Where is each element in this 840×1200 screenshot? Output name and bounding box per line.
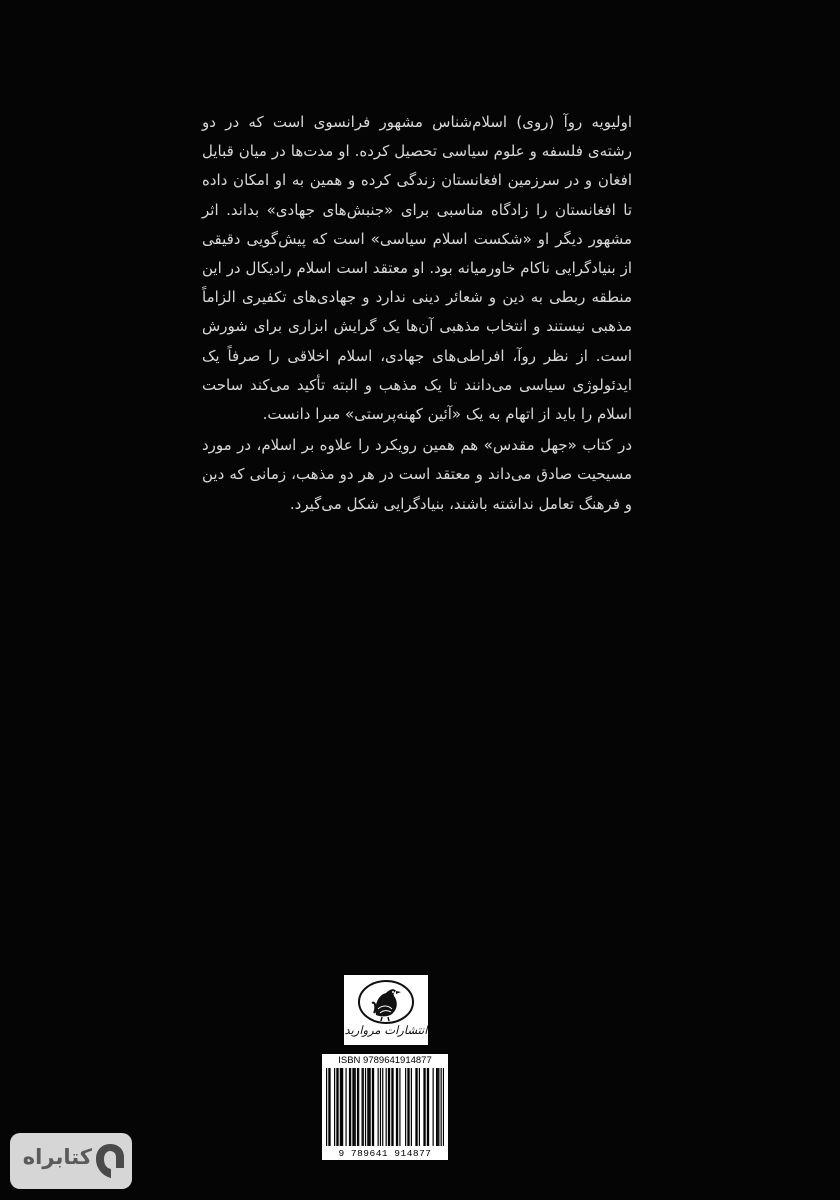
blurb-paragraph-1: اولیویه روآ (روی) اسلام‌شناس مشهور فرانسوی است که در دو رشته‌ی فلسفه و علوم سیاسی تحصیل کرده. او مدت‌ها در میان قبایل افغان و در سرزمین افغانستان زندگی کرده و همین به او امکان داده تا افغانستان را زادگاه مناسبی برای «جنبش‌های جهادی» بداند. اثر مشهور دیگر او «شکست اسلام سیاسی» است که پیش‌گویی دقیقی از بنیادگرایی ناکام خاورمیانه بود. او معتقد است اسلام رادیکال در این منطقه ربطی به دین و شعائر دینی ندارد و جهادی‌های تکفیری الزاماً مذهبی نیستند و انتخاب مذهبی آن‌ها یک گرایش ابزاری برای شورش است. از نظر روآ، افراطی‌های جهادی، اسلام اخلاقی را صرفاً یک ایدئولوژی سیاسی می‌دانند تا یک مذهب و البته تأکید می‌کند ساحت اسلام را باید از اتهام به یک «آئین کهنه‌پرستی» مبرا دانست. bbox=[202, 113, 632, 424]
blurb-paragraph-2: در کتاب «جهل مقدس» هم همین رویکرد را علاوه بر اسلام، در مورد مسیحیت صادق می‌داند و معتقد است در هر دو مذهب، زمانی که دین و فرهنگ تعامل نداشته باشند، بنیادگرایی شکل می‌گیرد. bbox=[202, 436, 632, 513]
barcode-bar bbox=[437, 1068, 438, 1146]
ketabrah-logo-icon bbox=[94, 1142, 126, 1180]
barcode-bar bbox=[342, 1068, 343, 1146]
publisher-logo bbox=[344, 975, 428, 1045]
barcode-bar bbox=[357, 1068, 358, 1146]
barcode-bar bbox=[391, 1068, 392, 1146]
barcode-bar bbox=[326, 1068, 327, 1146]
barcode-bar bbox=[388, 1068, 389, 1146]
barcode-bar bbox=[443, 1068, 444, 1146]
isbn-barcode bbox=[322, 1054, 448, 1160]
barcode-bar bbox=[397, 1068, 398, 1146]
barcode-bar bbox=[352, 1068, 353, 1146]
barcode-bar bbox=[353, 1068, 354, 1146]
barcode-bar bbox=[365, 1068, 366, 1146]
barcode-bar bbox=[358, 1068, 359, 1146]
barcode-bar bbox=[423, 1068, 424, 1146]
barcode-bar bbox=[380, 1068, 381, 1146]
barcode-bar bbox=[405, 1068, 406, 1146]
barcode-bar bbox=[428, 1068, 429, 1146]
barcode-bar bbox=[334, 1068, 335, 1146]
barcode-bar bbox=[341, 1068, 342, 1146]
barcode-bar bbox=[329, 1068, 330, 1146]
ketabrah-watermark bbox=[10, 1133, 132, 1189]
barcode-bar bbox=[345, 1068, 346, 1146]
barcode-bar bbox=[399, 1068, 400, 1146]
barcode-bar bbox=[367, 1068, 368, 1146]
barcode-bar bbox=[408, 1068, 409, 1146]
barcode-bar bbox=[337, 1068, 338, 1146]
barcode-bar bbox=[370, 1068, 371, 1146]
barcode-bar bbox=[350, 1068, 351, 1146]
barcode-bar bbox=[328, 1068, 329, 1146]
barcode-bar bbox=[438, 1068, 439, 1146]
barcode-bar bbox=[396, 1068, 397, 1146]
barcode-bar bbox=[417, 1068, 418, 1146]
back-cover-blurb bbox=[202, 108, 632, 519]
barcode-bar bbox=[392, 1068, 393, 1146]
barcode-bar bbox=[362, 1068, 363, 1146]
barcode-bars bbox=[326, 1068, 444, 1146]
barcode-bar bbox=[368, 1068, 369, 1146]
barcode-bar bbox=[386, 1068, 387, 1146]
barcode-bar bbox=[436, 1068, 437, 1146]
barcode-bar bbox=[441, 1068, 442, 1146]
isbn-label: ISBN 9789641914877 bbox=[338, 1055, 432, 1066]
barcode-bar bbox=[425, 1068, 426, 1146]
barcode-bar bbox=[355, 1068, 356, 1146]
barcode-bar bbox=[336, 1068, 337, 1146]
publisher-name: انتشارات مروارید bbox=[344, 1023, 428, 1037]
barcode-bar bbox=[349, 1068, 350, 1146]
bird-emblem-icon bbox=[354, 979, 418, 1025]
barcode-bar bbox=[411, 1068, 412, 1146]
barcode-bar bbox=[382, 1068, 383, 1146]
barcode-bar bbox=[340, 1068, 341, 1146]
barcode-bar bbox=[419, 1068, 420, 1146]
barcode-bar bbox=[389, 1068, 390, 1146]
isbn-digits: 9 789641 914877 bbox=[338, 1148, 432, 1159]
barcode-bar bbox=[372, 1068, 373, 1146]
barcode-bar bbox=[415, 1068, 416, 1146]
barcode-bar bbox=[378, 1068, 379, 1146]
barcode-bar bbox=[373, 1068, 374, 1146]
barcode-bar bbox=[363, 1068, 364, 1146]
barcode-bar bbox=[433, 1068, 434, 1146]
barcode-bar bbox=[427, 1068, 428, 1146]
barcode-bar bbox=[407, 1068, 408, 1146]
ketabrah-brand: کتابراه bbox=[22, 1145, 92, 1169]
